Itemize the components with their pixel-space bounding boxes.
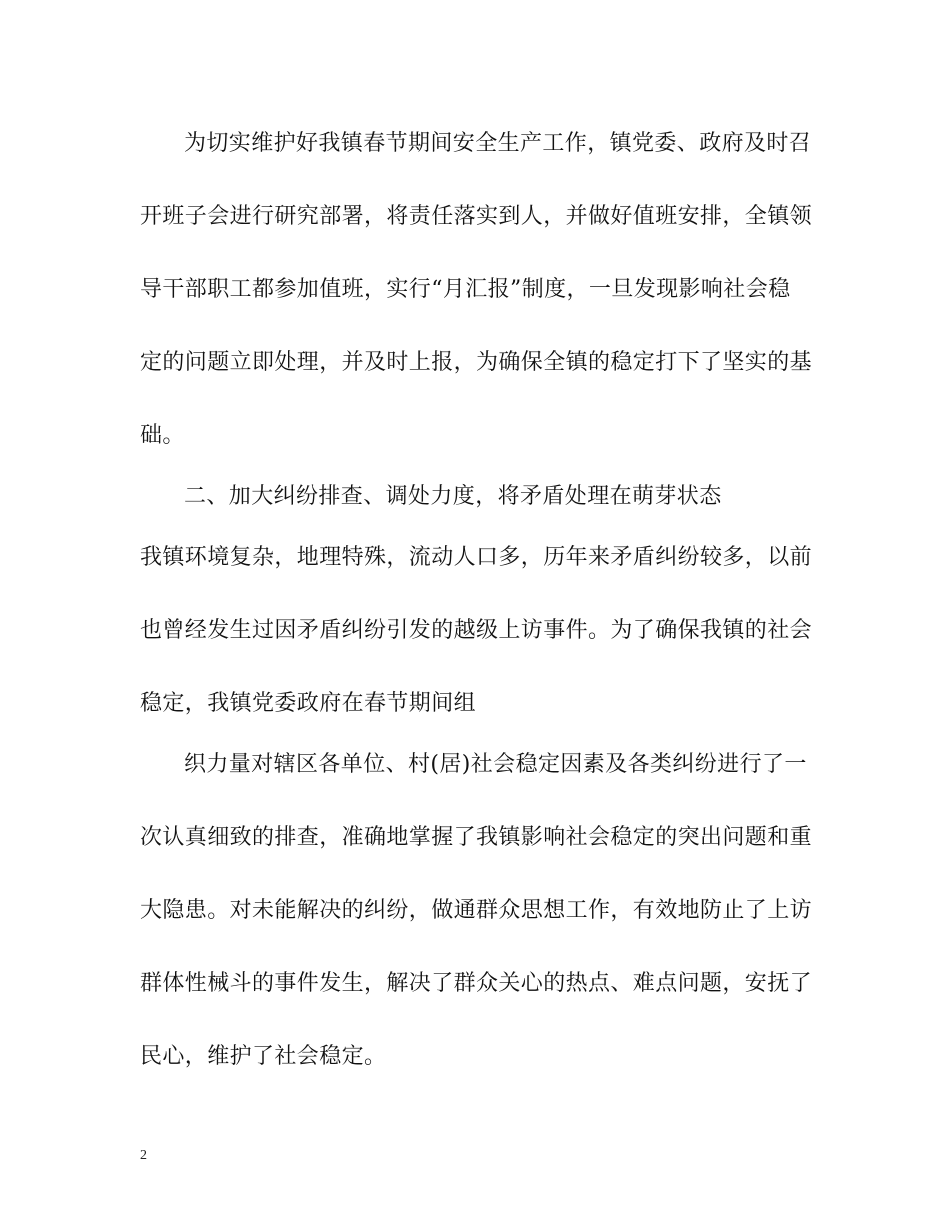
paragraph-line: 大隐患。对未能解决的纠纷，做通群众思想工作，有效地防止了上访 [140,898,813,923]
section-heading: 二、加大纠纷排查、调处力度，将矛盾处理在萌芽状态 [184,484,722,509]
paragraph-line: 也曾经发生过因矛盾纠纷引发的越级上访事件。为了确保我镇的社会 [140,618,813,643]
paragraph-line: 我镇环境复杂，地理特殊，流动人口多，历年来矛盾纠纷较多，以前 [140,545,813,570]
paragraph-line: 导干部职工都参加值班，实行“月汇报”制度，一旦发现影响社会稳 [140,277,791,302]
paragraph-line: 为切实维护好我镇春节期间安全生产工作，镇党委、政府及时召 [184,131,812,156]
page-number: 2 [140,1148,147,1163]
paragraph-line: 础。 [140,423,185,448]
paragraph-line: 开班子会进行研究部署，将责任落实到人，并做好值班安排，全镇领 [140,204,813,229]
paragraph-line: 次认真细致的排查，准确地掌握了我镇影响社会稳定的突出问题和重 [140,825,813,850]
paragraph-line: 稳定，我镇党委政府在春节期间组 [140,691,477,716]
paragraph-line: 定的问题立即处理，并及时上报，为确保全镇的稳定打下了坚实的基 [140,350,813,375]
paragraph-line: 群体性械斗的事件发生，解决了群众关心的热点、难点问题，安抚了 [140,971,813,996]
paragraph-line: 织力量对辖区各单位、村(居)社会稳定因素及各类纠纷进行了一 [184,752,807,777]
paragraph-line: 民心，维护了社会稳定。 [140,1044,387,1069]
